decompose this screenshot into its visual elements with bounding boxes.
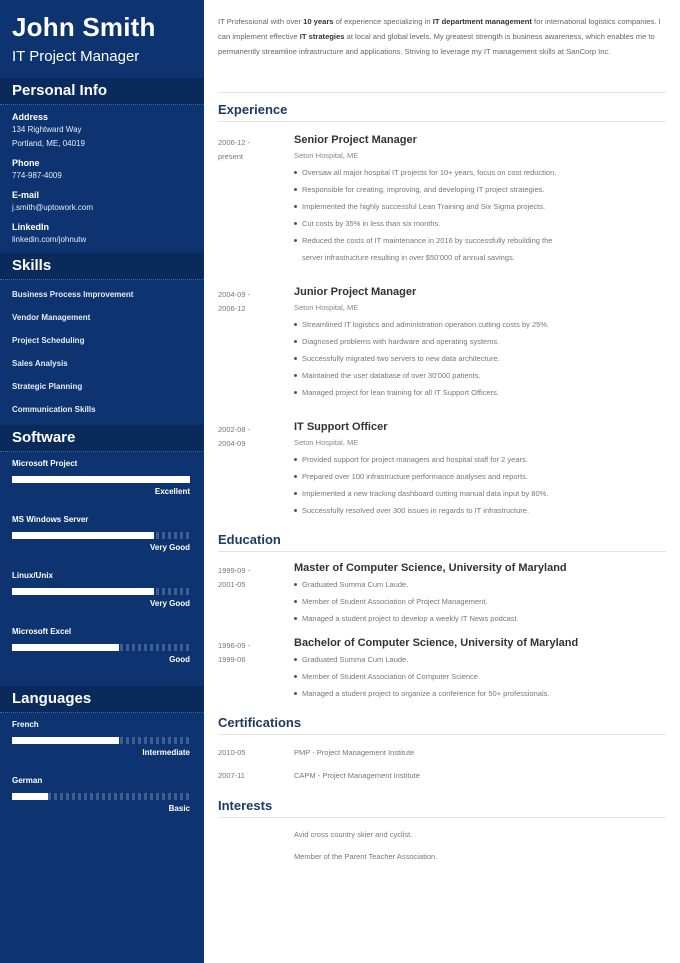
software-level: Excellent: [154, 487, 190, 496]
info-email: [12, 189, 192, 215]
education-title: Bachelor of Computer Science, University of Maryland: [294, 637, 579, 649]
job-organization: Seton Hospital, ME: [294, 151, 359, 160]
info-value[interactable]: linkedin.com/johnutw: [12, 235, 87, 244]
job-bullets: [294, 316, 666, 401]
skills-heading: Skills: [0, 253, 204, 280]
software-item: [0, 564, 204, 620]
resume-main: [204, 0, 680, 963]
bar-fill: [12, 532, 154, 539]
info-value: 774-987-4009: [12, 171, 62, 180]
interest-item: Member of the Parent Teacher Association.: [294, 852, 438, 861]
software-heading: Software: [0, 425, 204, 452]
job-title: IT Support Officer: [294, 421, 388, 433]
education-entry: [218, 635, 666, 702]
education-date-end: 2001-05: [218, 580, 246, 589]
language-level-bar: [12, 793, 190, 800]
job-bullet: Diagnosed problems with hardware and operating systems.: [294, 333, 666, 350]
summary-text: of experience specializing in: [333, 17, 433, 26]
education-dates: [218, 560, 294, 627]
education-bullet: Managed a student project to organize a conference for 50+ professionals.: [294, 685, 666, 702]
skills-list: [0, 280, 204, 425]
summary-highlight: IT strategies: [299, 32, 345, 41]
job-bullet: Oversaw all major hospital IT projects for 10+ years, focus on cost reduction.: [294, 164, 666, 181]
software-item: [0, 452, 204, 508]
job-bullet-continued: server infrastructure resulting in over $50'000 of annual savings.: [302, 253, 515, 262]
language-item: [0, 769, 204, 825]
education-entry: [218, 560, 666, 627]
job-bullet: Maintained the user database of over 30'000 patients.: [294, 367, 666, 384]
job-organization: Seton Hospital, ME: [294, 303, 359, 312]
language-level: Basic: [168, 804, 190, 813]
job-bullets: [294, 451, 666, 519]
summary-text: IT Professional with over: [218, 17, 304, 26]
job-entry: [218, 284, 666, 401]
skill-item: Project Scheduling: [12, 336, 85, 345]
info-phone: [12, 157, 192, 183]
job-bullet: Successfully resolved over 300 issues in regards to IT infrastructure.: [294, 502, 666, 519]
candidate-name: John Smith: [12, 12, 156, 42]
summary-highlight: 10 years: [303, 17, 334, 26]
info-address: [12, 111, 192, 151]
job-dates: [218, 419, 294, 519]
job-body: [294, 132, 666, 266]
bar-fill: [12, 737, 119, 744]
education-bullets: [294, 651, 666, 702]
info-value: 134 Rightward Way: [12, 125, 82, 134]
software-level: Very Good: [149, 543, 190, 552]
info-label: Phone: [12, 158, 40, 168]
language-item: [0, 713, 204, 769]
software-list: [0, 452, 204, 676]
bar-fill: [12, 793, 48, 800]
education-body: [294, 635, 666, 702]
certification-date: 2007-11: [218, 771, 245, 780]
personal-info-heading: Personal Info: [0, 78, 204, 105]
job-date-start: 2002-08 -: [218, 425, 251, 434]
software-name: MS Windows Server: [12, 515, 89, 524]
software-name: Microsoft Excel: [12, 627, 72, 636]
job-entry: [218, 419, 666, 519]
job-dates: [218, 284, 294, 401]
software-level: Very Good: [149, 599, 190, 608]
interests-heading: Interests: [218, 795, 666, 818]
job-organization: Seton Hospital, ME: [294, 438, 359, 447]
job-entry: [218, 132, 666, 266]
job-bullet: Streamlined IT logistics and administration operation cutting costs by 25%.: [294, 316, 666, 333]
info-label: Address: [12, 112, 49, 122]
info-linkedin: [12, 221, 192, 247]
skill-item: Business Process Improvement: [12, 290, 134, 299]
info-value[interactable]: j.smith@uptowork.com: [12, 203, 94, 212]
job-bullet: Reduced the costs of IT maintenance in 2016 by successfully rebuilding the: [294, 232, 666, 249]
bar-fill: [12, 644, 119, 651]
languages-heading: Languages: [0, 686, 204, 713]
software-level-bar: [12, 476, 190, 483]
education-date-start: 1999-09 -: [218, 566, 251, 575]
profile-summary: [218, 14, 666, 93]
info-label: LinkedIn: [12, 222, 50, 232]
education-bullet: Managed a student project to develop a weekly IT News podcast.: [294, 610, 666, 627]
software-level-bar: [12, 532, 190, 539]
education-bullet: Member of Student Association of Project Management.: [294, 593, 666, 610]
resume-sidebar: [0, 0, 204, 963]
job-bullets: [294, 164, 666, 266]
software-item: [0, 508, 204, 564]
summary-highlight: IT department management: [432, 17, 532, 26]
software-level: Good: [169, 655, 190, 664]
certification-item: [218, 766, 666, 785]
bar-fill: [12, 588, 154, 595]
job-date-end: present: [218, 152, 244, 161]
skill-item: Strategic Planning: [12, 382, 83, 391]
skill-item: Sales Analysis: [12, 359, 68, 368]
experience-heading: Experience: [218, 99, 666, 122]
education-date-end: 1999-06: [218, 655, 246, 664]
bar-fill: [12, 476, 190, 483]
job-date-end: 2004-09: [218, 439, 246, 448]
job-bullet: Responsible for creating, improving, and developing IT project strategies.: [294, 181, 666, 198]
education-body: [294, 560, 666, 627]
education-bullet: Graduated Summa Cum Laude.: [294, 576, 666, 593]
language-level: Intermediate: [142, 748, 190, 757]
certification-date: 2010-05: [218, 748, 246, 757]
certification-text: CAPM - Project Management Institute: [294, 771, 420, 780]
job-title: Senior Project Manager: [294, 134, 417, 146]
job-date-start: 2004-09 -: [218, 290, 251, 299]
certification-item: [218, 743, 666, 762]
job-title: Junior Project Manager: [294, 286, 417, 298]
job-date-start: 2006-12 -: [218, 138, 251, 147]
job-bullet: Successfully migrated two servers to new data architecture.: [294, 350, 666, 367]
education-bullet: Graduated Summa Cum Laude.: [294, 651, 666, 668]
interest-item: Avid cross country skier and cyclist.: [294, 830, 413, 839]
job-date-end: 2006-12: [218, 304, 246, 313]
education-heading: Education: [218, 529, 666, 552]
software-level-bar: [12, 644, 190, 651]
education-bullet: Member of Student Association of Computer Science.: [294, 668, 666, 685]
education-date-start: 1996-09 -: [218, 641, 251, 650]
job-bullet: Managed project for lean training for all IT Support Officers.: [294, 384, 666, 401]
education-bullets: [294, 576, 666, 627]
job-bullet: Implemented a new tracking dashboard cutting manual data input by 80%.: [294, 485, 666, 502]
job-bullet: Cut costs by 35% in less than six months.: [294, 215, 666, 232]
job-dates: [218, 132, 294, 266]
language-name: German: [12, 776, 43, 785]
software-name: Linux/Unix: [12, 571, 53, 580]
candidate-role: IT Project Manager: [12, 48, 140, 65]
info-value: Portland, ME, 04019: [12, 139, 85, 148]
summary-text: for international logistics companies. I can implement effective: [218, 17, 661, 41]
summary-text: at local and global levels. My greatest strength is business awareness, which enables me to permanently streamline infrastructure and applications. Striving to leverage my IT management skills at SanCorp Inc.: [218, 32, 655, 56]
language-name: French: [12, 720, 39, 729]
skill-item: Communication Skills: [12, 405, 96, 414]
languages-list: [0, 713, 204, 825]
job-bullet: Prepared over 100 infrastructure performance analyses and reports.: [294, 468, 666, 485]
education-dates: [218, 635, 294, 702]
software-name: Microsoft Project: [12, 459, 78, 468]
language-level-bar: [12, 737, 190, 744]
job-body: [294, 284, 666, 401]
skill-item: Vendor Management: [12, 313, 91, 322]
job-bullet: Implemented the highly successful Lean Training and Six Sigma projects.: [294, 198, 666, 215]
software-item: [0, 620, 204, 676]
job-bullet: Provided support for project managers and hospital staff for 2 years.: [294, 451, 666, 468]
software-level-bar: [12, 588, 190, 595]
job-body: [294, 419, 666, 519]
education-title: Master of Computer Science, University of Maryland: [294, 562, 567, 574]
certifications-heading: Certifications: [218, 712, 666, 735]
info-label: E-mail: [12, 190, 40, 200]
certification-text: PMP - Project Management Institute: [294, 748, 415, 757]
personal-info-list: [0, 105, 204, 247]
